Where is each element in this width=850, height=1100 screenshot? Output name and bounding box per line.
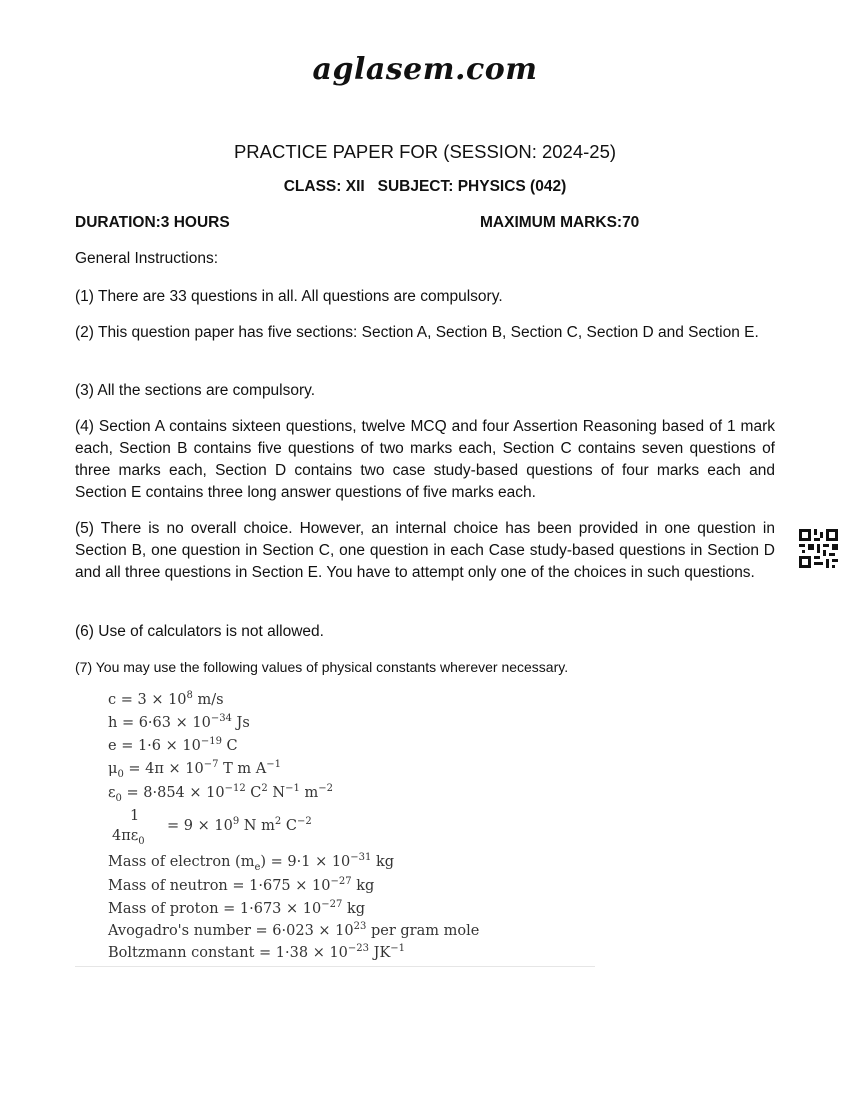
- constant-avogadro: Avogadro's number = $6\cdot 023 \times 10^{23}$ per gram mole: [108, 921, 480, 939]
- class-label: CLASS: XII: [283, 178, 365, 195]
- instruction-item: (5) There is no overall choice. However, an internal choice has been provided in one question in Section B, one question in Section C, one question in each Case study-based questions in Section D and all three questions in Section E. You have to attempt only one of the choices in such questions.: [75, 520, 775, 581]
- instruction-item: (3) All the sections are compulsory.: [75, 382, 316, 399]
- coulomb-numerator: 1: [130, 808, 140, 824]
- constant-electron-mass: Mass of electron $(m_e) = 9\cdot 1 \times 10^{-31}$ kg: [108, 852, 395, 873]
- constant-planck: $h = 6\cdot 63 \times 10^{-34}$ Js: [108, 713, 250, 731]
- subject-label: SUBJECT: PHYSICS (042): [377, 178, 567, 195]
- site-logo[interactable]: aglasem.com: [312, 52, 538, 87]
- qr-code-icon[interactable]: [799, 529, 838, 568]
- coulomb-denominator: $4\pi\varepsilon_0$: [112, 828, 145, 847]
- constant-speed-of-light: $c = 3 \times 10^8$ m/s: [108, 690, 224, 708]
- constant-electron-charge: $e = 1\cdot 6 \times 10^{-19}$ C: [108, 736, 238, 754]
- constant-proton-mass: Mass of proton = $1\cdot 673 \times 10^{-27}$ kg: [108, 899, 366, 917]
- instruction-item: (1) There are 33 questions in all. All questions are compulsory.: [75, 288, 503, 305]
- instruction-item: (2) This question paper has five sections: Section A, Section B, Section C, Section D and Section E.: [75, 324, 759, 341]
- instruction-item: (7) You may use the following values of physical constants wherever necessary.: [75, 659, 569, 675]
- paper-title: PRACTICE PAPER FOR (SESSION: 2024-25): [233, 141, 617, 162]
- constant-permeability: $\mu_0 = 4\pi \times 10^{-7}$ T m $A^{-1}$: [108, 759, 281, 780]
- constant-neutron-mass: Mass of neutron = $1\cdot 675 \times 10^{-27}$ kg: [108, 876, 375, 894]
- physical-constants-image: [75, 688, 595, 967]
- coulomb-value: = $9 \times 10^9$ N $m^2$ $C^{-2}$: [167, 816, 312, 834]
- instruction-item: (4) Section A contains sixteen questions, twelve MCQ and four Assertion Reasoning based of 1 mark each, Section B contains five questions of two marks each, Section C contains seven questions of three marks each, Section D contains two case study-based questions of four marks each and Section E contains three long answer questions of five marks each.: [75, 418, 775, 501]
- max-marks-label: MAXIMUM MARKS:70: [480, 214, 640, 231]
- constant-permittivity: $\varepsilon_0 = 8\cdot 854 \times 10^{-12}$ $C^2$ $N^{-1}$ $m^{-2}$: [108, 783, 333, 804]
- instructions-heading: General Instructions:: [75, 250, 219, 267]
- class-subject-line: [0, 178, 850, 196]
- constant-boltzmann: Boltzmann constant = $1\cdot 38 \times 10^{-23}$ $JK^{-1}$: [108, 943, 406, 961]
- instruction-item: (6) Use of calculators is not allowed.: [75, 623, 324, 640]
- duration-label: DURATION:3 HOURS: [75, 214, 230, 231]
